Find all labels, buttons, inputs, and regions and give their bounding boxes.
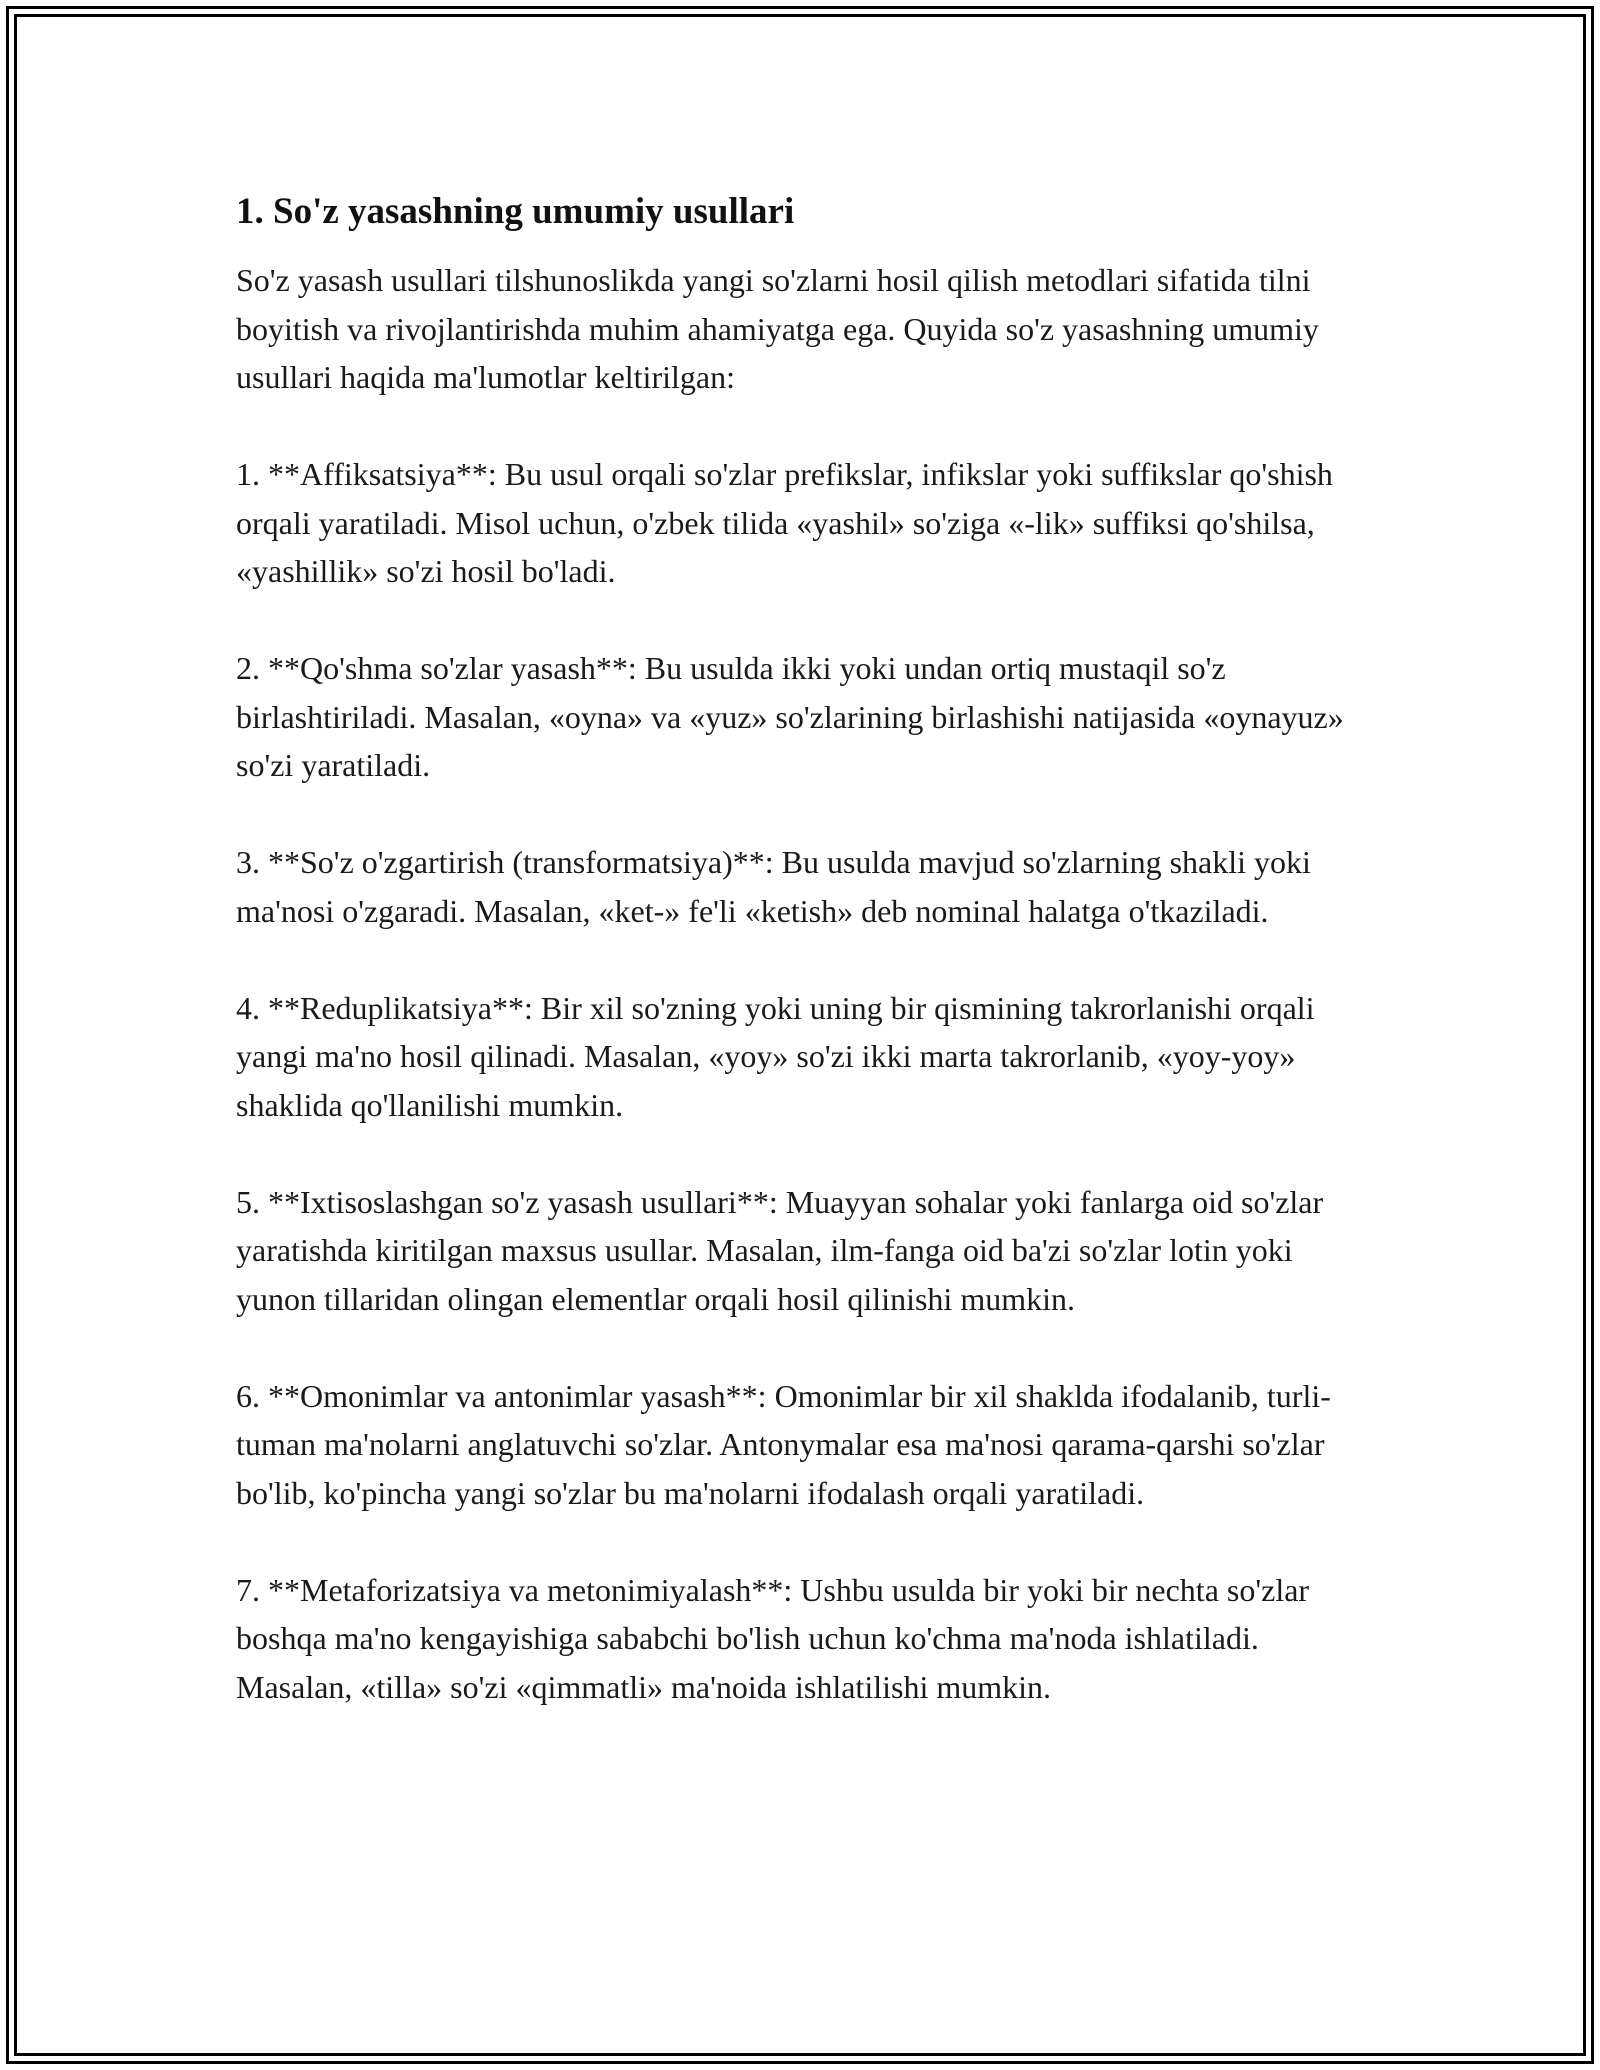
list-item-metaforizatsiya: 7. **Metaforizatsiya va metonimiyalash**: Ushbu usulda bir yoki bir nechta so'zlar boshqa ma'no kengayishiga sababchi bo'lish uchun ko'chma ma'noda ishlatiladi. Masalan, «tilla» so'zi «qimmatli» ma'noida ishlatilishi mumkin.	[236, 1571, 1310, 1705]
list-item-ixtisoslashgan: 5. **Ixtisoslashgan so'z yasash usullari**: Muayyan sohalar yoki fanlarga oid so'zlar yaratishda kiritilgan maxsus usullar. Masalan, ilm-fanga oid ba'zi so'zlar lotin yoki yunon tillaridan olingan elementlar orqali hosil qilinishi mumkin.	[236, 1183, 1324, 1317]
list-item-qoshma-sozlar: 2. **Qo'shma so'zlar yasash**: Bu usulda ikki yoki undan ortiq mustaqil so'z birlashtiriladi. Masalan, «oyna» va «yuz» so'zlarining birlashishi natijasida «oynayuz» so'zi yaratiladi.	[236, 650, 1344, 783]
document-title: 1. So'z yasashning umumiy usullari	[236, 191, 795, 232]
document-body	[236, 188, 1366, 1711]
list-item-omonimlar-antonimlar: 6. **Omonimlar va antonimlar yasash**: Omonimlar bir xil shaklda ifodalanib, turli-tuman ma'nolarni anglatuvchi so'zlar. Antonymalar esa ma'nosi qarama-qarshi so'zlar bo'lib, ko'pincha yangi so'zlar bu ma'nolarni ifodalash orqali yaratiladi.	[236, 1377, 1331, 1511]
intro-paragraph: So'z yasash usullari tilshunoslikda yangi so'zlarni hosil qilish metodlari sifatida tilni boyitish va rivojlantirishda muhim ahamiyatga ega. Quyida so'z yasashning umumiy usullari haqida ma'lumotlar keltirilgan:	[236, 262, 1319, 395]
list-item-transformatsiya: 3. **So'z o'zgartirish (transformatsiya)**: Bu usulda mavjud so'zlarning shakli yoki ma'nosi o'zgaradi. Masalan, «ket-» fe'li «ketish» deb nominal halatga o'tkaziladi.	[236, 844, 1311, 929]
list-item-reduplikatsiya: 4. **Reduplikatsiya**: Bir xil so'zning yoki uning bir qismining takrorlanishi orqali yangi ma'no hosil qilinadi. Masalan, «yoy» so'zi ikki marta takrorlanib, «yoy-yoy» shaklida qo'llanilishi mumkin.	[236, 989, 1315, 1123]
list-item-affiksatsiya: 1. **Affiksatsiya**: Bu usul orqali so'zlar prefikslar, infikslar yoki suffikslar qo'shish orqali yaratiladi. Misol uchun, o'zbek tilida «yashil» so'ziga «-lik» suffiksi qo'shilsa, «yashillik» so'zi hosil bo'ladi.	[236, 456, 1333, 589]
